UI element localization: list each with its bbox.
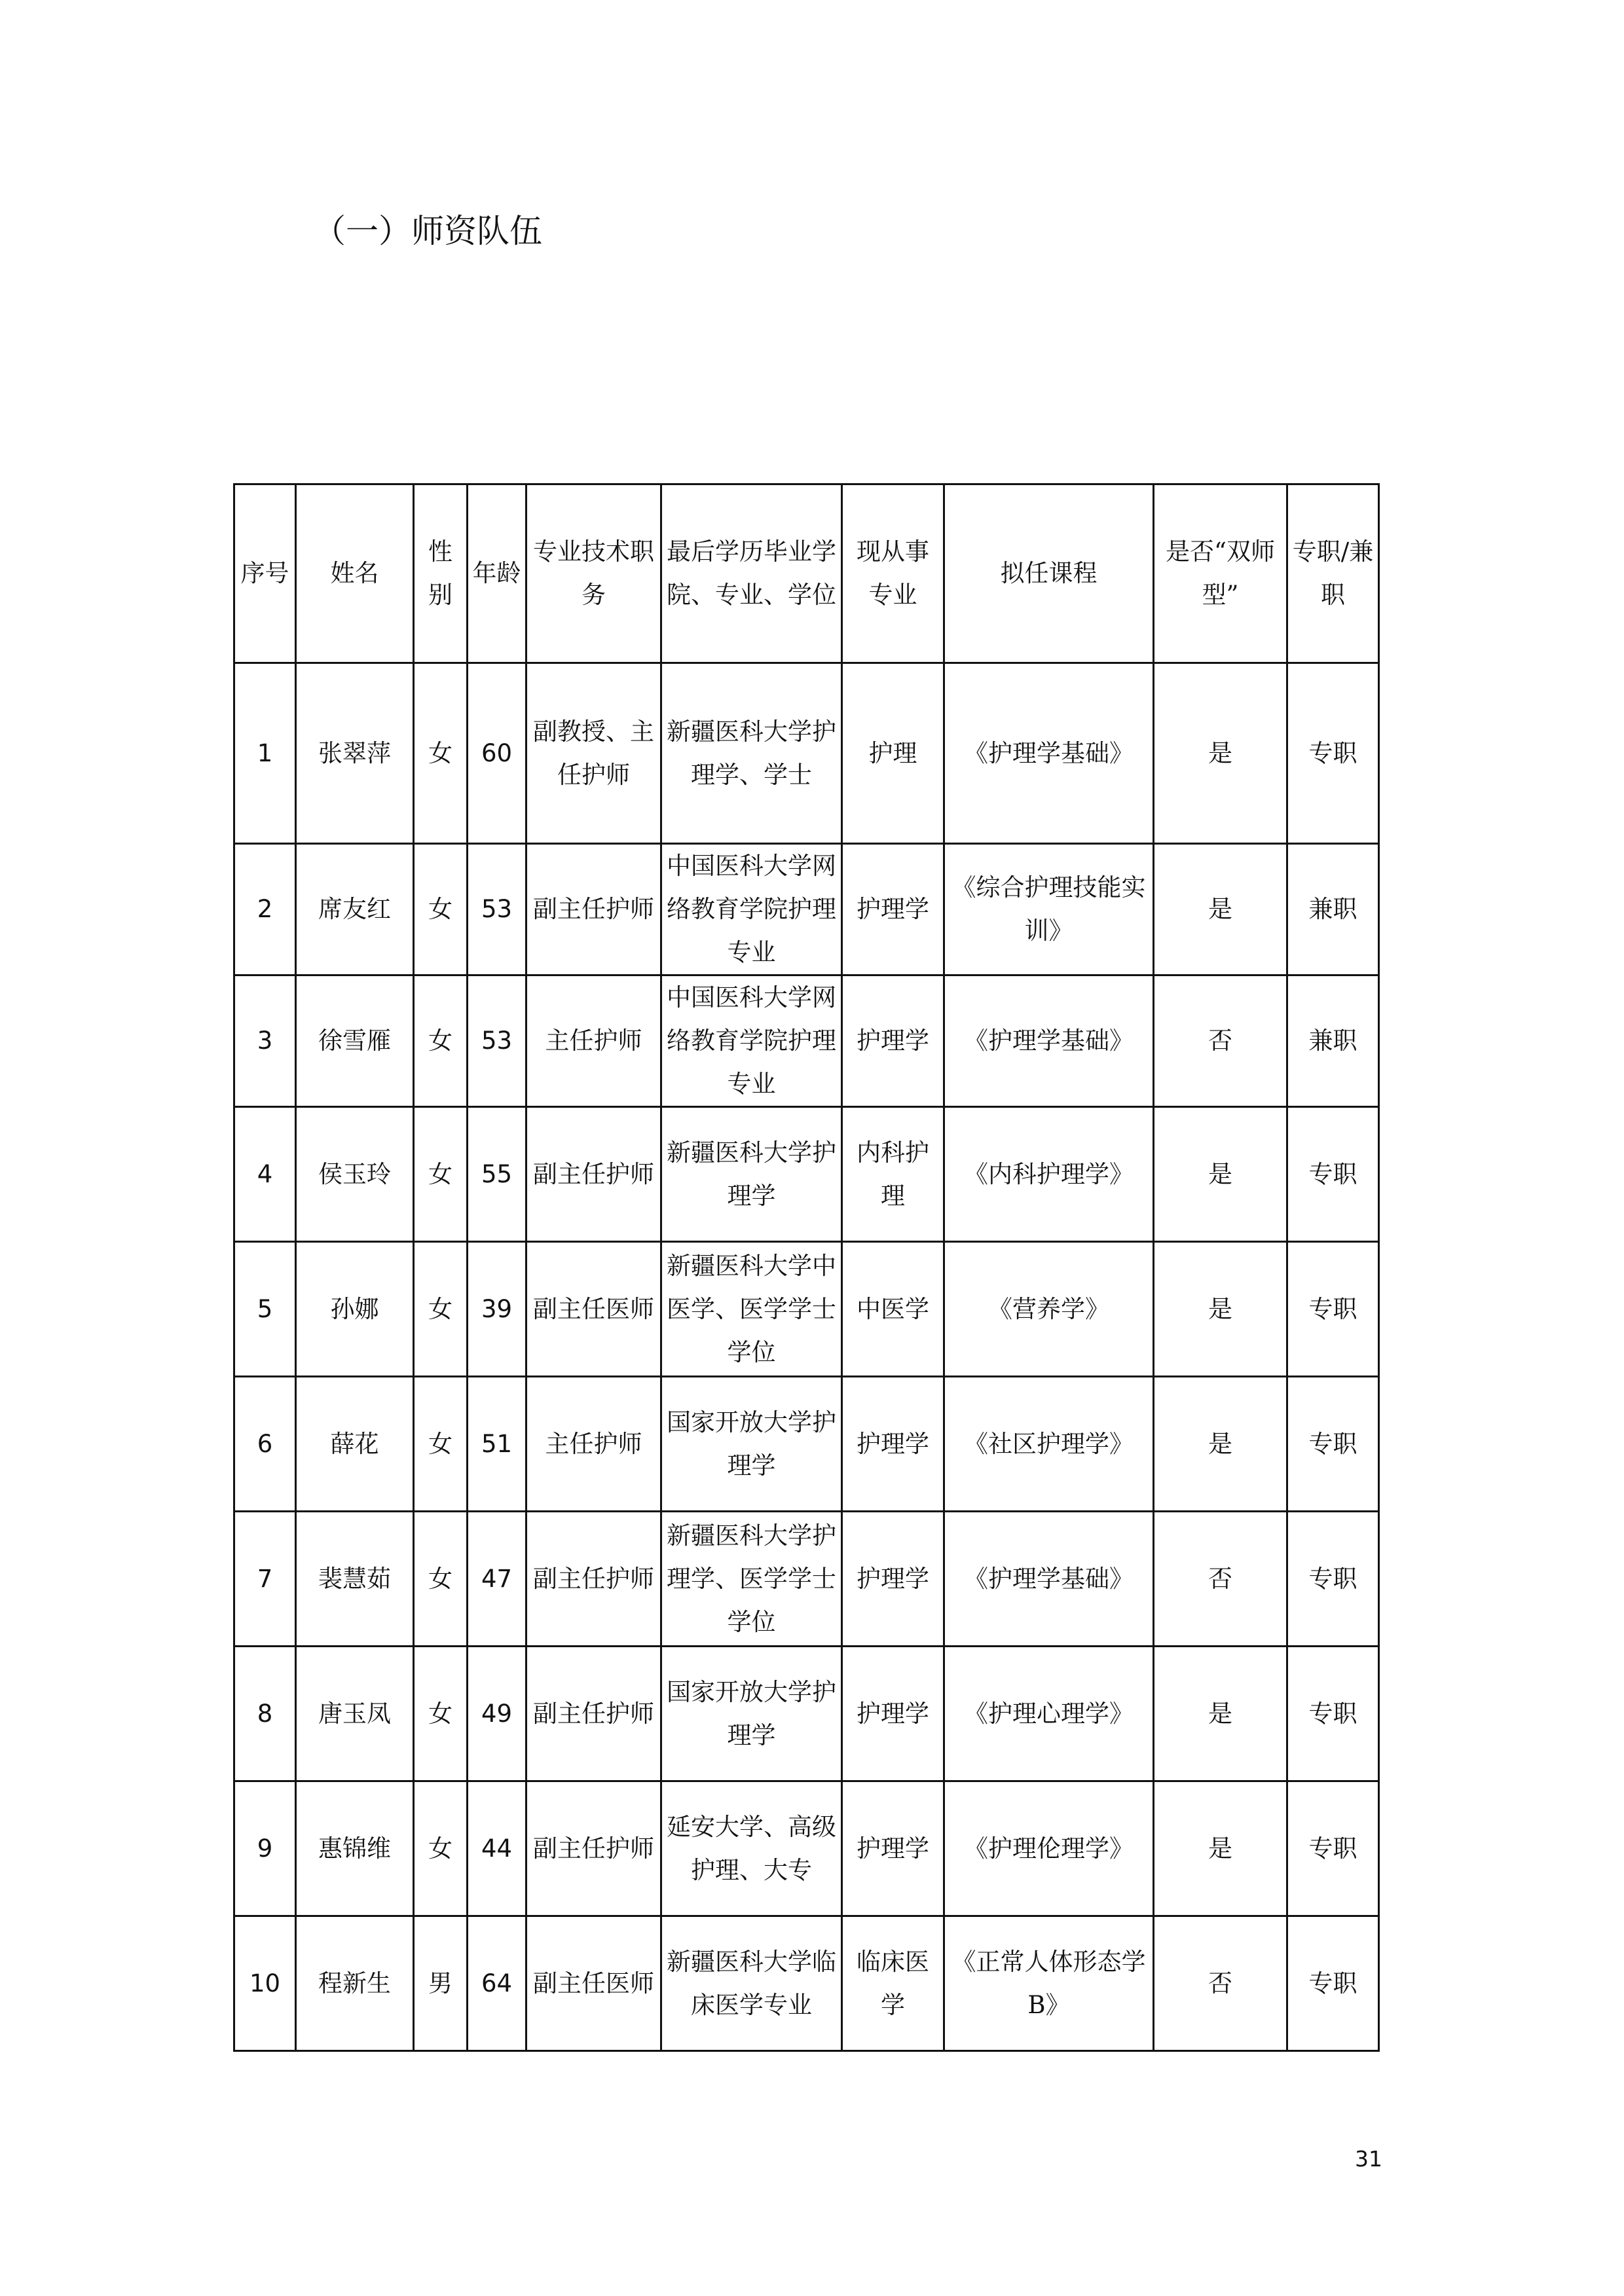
cell-education: 延安大学、高级护理、大专 <box>661 1781 842 1916</box>
cell-name: 程新生 <box>296 1916 414 2051</box>
cell-employment: 专职 <box>1287 1512 1379 1647</box>
cell-name: 唐玉凤 <box>296 1647 414 1781</box>
header-age: 年龄 <box>468 484 526 663</box>
cell-employment: 兼职 <box>1287 844 1379 975</box>
cell-major: 中医学 <box>842 1242 944 1377</box>
cell-age: 47 <box>468 1512 526 1647</box>
cell-age: 44 <box>468 1781 526 1916</box>
header-employment: 专职/兼职 <box>1287 484 1379 663</box>
table-row <box>234 1377 1379 1512</box>
table-row <box>234 1107 1379 1242</box>
header-gender: 性别 <box>414 484 468 663</box>
cell-age: 53 <box>468 975 526 1107</box>
page-number: 31 <box>1355 2146 1382 2172</box>
cell-course: 《社区护理学》 <box>944 1377 1154 1512</box>
cell-name: 裴慧茹 <box>296 1512 414 1647</box>
cell-age: 60 <box>468 663 526 844</box>
cell-name: 薛花 <box>296 1377 414 1512</box>
header-name: 姓名 <box>296 484 414 663</box>
cell-index: 5 <box>234 1242 296 1377</box>
cell-title: 副主任护师 <box>526 1512 661 1647</box>
cell-dual: 否 <box>1154 1512 1287 1647</box>
cell-major: 内科护理 <box>842 1107 944 1242</box>
table-header-row <box>234 484 1379 663</box>
header-major: 现从事专业 <box>842 484 944 663</box>
cell-gender: 女 <box>414 1647 468 1781</box>
cell-course: 《护理心理学》 <box>944 1647 1154 1781</box>
cell-dual: 是 <box>1154 844 1287 975</box>
cell-index: 8 <box>234 1647 296 1781</box>
cell-title: 副主任护师 <box>526 1107 661 1242</box>
cell-employment: 专职 <box>1287 1916 1379 2051</box>
cell-education: 中国医科大学网络教育学院护理专业 <box>661 975 842 1107</box>
cell-education: 新疆医科大学护理学 <box>661 1107 842 1242</box>
cell-major: 临床医学 <box>842 1916 944 2051</box>
table-row <box>234 1647 1379 1781</box>
cell-major: 护理学 <box>842 1377 944 1512</box>
cell-major: 护理学 <box>842 1647 944 1781</box>
header-dual: 是否“双师型” <box>1154 484 1287 663</box>
table-row <box>234 844 1379 975</box>
cell-age: 39 <box>468 1242 526 1377</box>
cell-education: 新疆医科大学中医学、医学学士学位 <box>661 1242 842 1377</box>
cell-major: 护理 <box>842 663 944 844</box>
cell-education: 中国医科大学网络教育学院护理专业 <box>661 844 842 975</box>
cell-title: 副教授、主任护师 <box>526 663 661 844</box>
cell-index: 3 <box>234 975 296 1107</box>
cell-index: 9 <box>234 1781 296 1916</box>
cell-education: 新疆医科大学护理学、学士 <box>661 663 842 844</box>
cell-gender: 女 <box>414 1512 468 1647</box>
cell-name: 席友红 <box>296 844 414 975</box>
cell-gender: 女 <box>414 975 468 1107</box>
cell-dual: 是 <box>1154 1781 1287 1916</box>
cell-dual: 否 <box>1154 975 1287 1107</box>
cell-age: 51 <box>468 1377 526 1512</box>
cell-title: 副主任医师 <box>526 1242 661 1377</box>
cell-employment: 专职 <box>1287 1377 1379 1512</box>
cell-title: 副主任医师 <box>526 1916 661 2051</box>
cell-name: 侯玉玲 <box>296 1107 414 1242</box>
cell-course: 《综合护理技能实训》 <box>944 844 1154 975</box>
cell-major: 护理学 <box>842 1781 944 1916</box>
cell-dual: 是 <box>1154 1107 1287 1242</box>
cell-title: 主任护师 <box>526 1377 661 1512</box>
cell-gender: 女 <box>414 1377 468 1512</box>
cell-index: 10 <box>234 1916 296 2051</box>
cell-dual: 否 <box>1154 1916 1287 2051</box>
header-course: 拟任课程 <box>944 484 1154 663</box>
cell-employment: 兼职 <box>1287 975 1379 1107</box>
cell-dual: 是 <box>1154 1242 1287 1377</box>
cell-major: 护理学 <box>842 975 944 1107</box>
cell-name: 徐雪雁 <box>296 975 414 1107</box>
table-row <box>234 663 1379 844</box>
cell-education: 国家开放大学护理学 <box>661 1647 842 1781</box>
cell-age: 53 <box>468 844 526 975</box>
cell-name: 孙娜 <box>296 1242 414 1377</box>
cell-course: 《护理伦理学》 <box>944 1781 1154 1916</box>
section-title: （一）师资队伍 <box>313 212 542 250</box>
cell-education: 新疆医科大学护理学、医学学士学位 <box>661 1512 842 1647</box>
cell-age: 55 <box>468 1107 526 1242</box>
cell-education: 新疆医科大学临床医学专业 <box>661 1916 842 2051</box>
cell-gender: 女 <box>414 1107 468 1242</box>
cell-title: 主任护师 <box>526 975 661 1107</box>
table-row <box>234 975 1379 1107</box>
cell-course: 《营养学》 <box>944 1242 1154 1377</box>
header-education: 最后学历毕业学院、专业、学位 <box>661 484 842 663</box>
cell-index: 7 <box>234 1512 296 1647</box>
cell-gender: 男 <box>414 1916 468 2051</box>
cell-name: 张翠萍 <box>296 663 414 844</box>
table-row <box>234 1916 1379 2051</box>
cell-education: 国家开放大学护理学 <box>661 1377 842 1512</box>
cell-major: 护理学 <box>842 844 944 975</box>
cell-dual: 是 <box>1154 1647 1287 1781</box>
cell-name: 惠锦维 <box>296 1781 414 1916</box>
cell-title: 副主任护师 <box>526 1647 661 1781</box>
cell-title: 副主任护师 <box>526 1781 661 1916</box>
cell-gender: 女 <box>414 1242 468 1377</box>
cell-gender: 女 <box>414 844 468 975</box>
cell-course: 《护理学基础》 <box>944 1512 1154 1647</box>
faculty-table <box>233 483 1380 2052</box>
cell-title: 副主任护师 <box>526 844 661 975</box>
table-row <box>234 1242 1379 1377</box>
cell-index: 1 <box>234 663 296 844</box>
cell-gender: 女 <box>414 1781 468 1916</box>
cell-major: 护理学 <box>842 1512 944 1647</box>
cell-employment: 专职 <box>1287 663 1379 844</box>
cell-employment: 专职 <box>1287 1781 1379 1916</box>
cell-index: 4 <box>234 1107 296 1242</box>
cell-dual: 是 <box>1154 663 1287 844</box>
cell-course: 《正常人体形态学B》 <box>944 1916 1154 2051</box>
table-row <box>234 1781 1379 1916</box>
cell-course: 《护理学基础》 <box>944 663 1154 844</box>
cell-course: 《内科护理学》 <box>944 1107 1154 1242</box>
cell-index: 6 <box>234 1377 296 1512</box>
cell-course: 《护理学基础》 <box>944 975 1154 1107</box>
header-title: 专业技术职务 <box>526 484 661 663</box>
table-row <box>234 1512 1379 1647</box>
cell-age: 49 <box>468 1647 526 1781</box>
cell-gender: 女 <box>414 663 468 844</box>
cell-employment: 专职 <box>1287 1107 1379 1242</box>
cell-dual: 是 <box>1154 1377 1287 1512</box>
cell-age: 64 <box>468 1916 526 2051</box>
header-index: 序号 <box>234 484 296 663</box>
cell-employment: 专职 <box>1287 1242 1379 1377</box>
cell-employment: 专职 <box>1287 1647 1379 1781</box>
cell-index: 2 <box>234 844 296 975</box>
